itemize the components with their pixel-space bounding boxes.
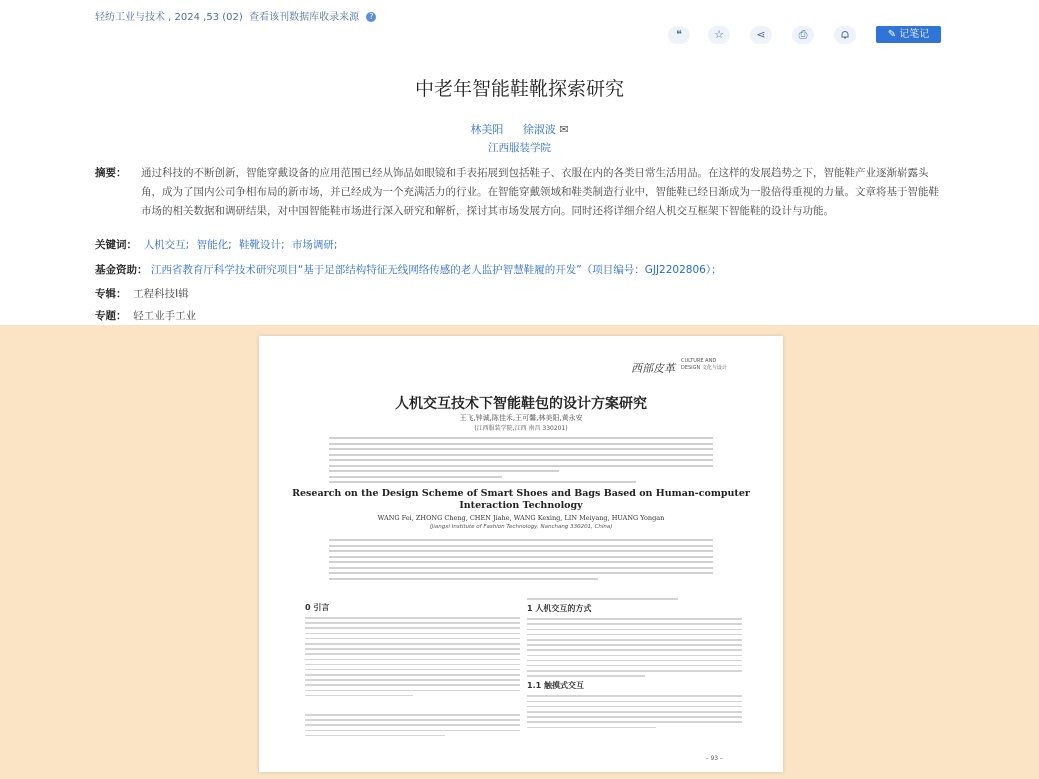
- topic-value: 轻工业手工业: [133, 310, 197, 322]
- author-link[interactable]: 林美阳: [470, 123, 504, 136]
- pdf-preview-page[interactable]: [259, 336, 783, 772]
- favorite-icon[interactable]: ☆: [708, 26, 730, 44]
- article-detail-panel: [0, 0, 1039, 325]
- fund-label: 基金资助：: [95, 264, 148, 276]
- preview-abstract-cn: [329, 437, 713, 487]
- section-header: CULTURE AND DESIGN 文化与设计: [681, 358, 727, 371]
- keyword-link[interactable]: 人机交互;: [143, 239, 190, 251]
- journal-link[interactable]: 轻纺工业与技术: [95, 12, 165, 23]
- keywords-label: 关键词：: [95, 239, 137, 251]
- issue-link[interactable]: 2024 ,53 (02): [174, 12, 243, 23]
- journal-logo: 西部皮革: [631, 362, 675, 375]
- preview-affiliation: (江西服装学院,江西 南昌 330201): [474, 425, 568, 432]
- series-label: 专辑：: [95, 288, 127, 300]
- keyword-link[interactable]: 鞋靴设计;: [238, 239, 285, 251]
- take-note-label: 记笔记: [899, 29, 930, 40]
- preview-en-title: Research on the Design Scheme of Smart Shoes and Bags Based on Human-computer Interaction Technology: [292, 488, 750, 511]
- series-row: [95, 286, 189, 301]
- preview-en-affiliation: (Jiangxi Institute of Fashion Technology, Nanchang 330201, China): [429, 524, 613, 530]
- keyword-link[interactable]: 市场调研;: [291, 239, 338, 251]
- preview-authors: 王飞,钟诚,陈佳禾,王可馨,林美阳,黄永安: [459, 414, 583, 422]
- share-icon[interactable]: ⋖: [750, 26, 772, 44]
- topic-label: 专题：: [95, 310, 127, 322]
- quote-icon[interactable]: ❝: [668, 26, 690, 44]
- author-link[interactable]: 徐淑波 ✉: [522, 123, 569, 136]
- preview-en-authors: WANG Fei, ZHONG Cheng, CHEN Jiahe, WANG Kexing, LIN Meiyang, HUANG Yongan: [377, 514, 665, 522]
- preview-subsection-heading: 1.1 触摸式交互: [527, 681, 584, 691]
- help-icon[interactable]: ?: [366, 12, 376, 22]
- page-number: – 93 –: [705, 755, 723, 762]
- abstract-text: 通过科技的不断创新，智能穿戴设备的应用范围已经从饰品如眼镜和手表拓展到包括鞋子、衣服在内的各类日常生活用品。在这样的发展趋势之下，智能鞋产业逐渐崭露头角，成为了国内公司争相布局的新市场，并已经成为一个充满活力的行业。在智能穿戴领域和鞋类制造行业中，智能鞋已经日渐成为一股倍得重视的力量。文章将基于智能鞋市场的相关数据和调研结果，对中国智能鞋市场进行深入研究和解析，探讨其市场发展方向。同时还将详细介绍人机交互框架下智能鞋的设计与功能。: [141, 167, 939, 217]
- abstract-label: 摘要：: [95, 167, 127, 179]
- series-value: 工程科技Ⅰ辑: [133, 288, 189, 300]
- mail-icon[interactable]: ✉: [559, 123, 569, 136]
- keyword-link[interactable]: 智能化;: [196, 239, 232, 251]
- fund-row: [95, 262, 722, 277]
- source-line: 轻纺工业与技术 , 2024 ,53 (02) 查看该刊数据库收录来源 ?: [95, 8, 376, 23]
- article-title: 中老年智能鞋靴探索研究: [414, 78, 624, 100]
- edit-icon: ✎: [887, 29, 897, 40]
- abstract: [95, 164, 945, 217]
- preview-section-heading: 0 引言: [305, 603, 330, 612]
- database-link[interactable]: 查看该刊数据库收录来源: [249, 12, 360, 23]
- preview-title: 人机交互技术下智能鞋包的设计方案研究: [395, 396, 647, 412]
- fund-link[interactable]: 江西省教育厅科学技术研究项目“基于足部结构特征无线网络传感的老人监护智慧鞋履的开发”（项目编号：GJJ2202806）；: [150, 264, 722, 276]
- organization-link[interactable]: 江西服装学院: [488, 142, 551, 154]
- preview-abstract-en: [329, 539, 713, 583]
- author-list: [0, 121, 1039, 137]
- print-icon[interactable]: ⎙: [792, 26, 814, 44]
- topic-row: [95, 308, 196, 323]
- preview-column-right: [527, 598, 742, 732]
- take-note-button[interactable]: [876, 26, 941, 43]
- alert-bell-icon[interactable]: [834, 26, 856, 44]
- preview-section-heading: 1 人机交互的方式: [527, 604, 592, 614]
- preview-column-left: [305, 602, 520, 740]
- keywords-row: [95, 237, 341, 252]
